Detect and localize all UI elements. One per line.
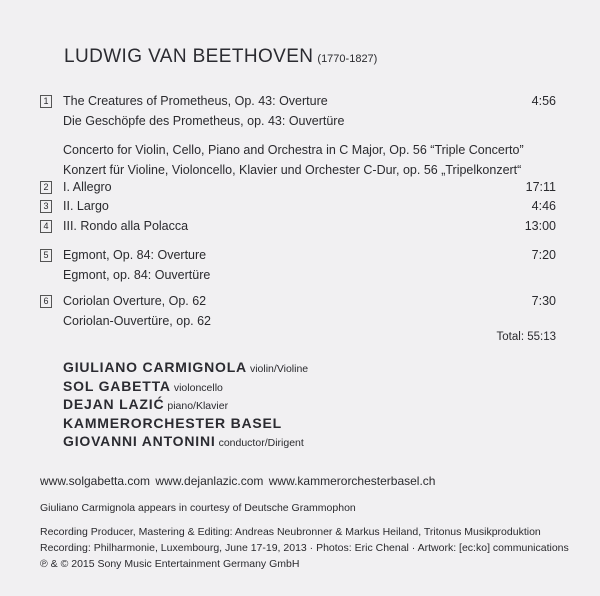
track-number: 3 [40, 200, 52, 213]
track-duration: 4:46 [531, 199, 556, 213]
composer-name: LUDWIG VAN BEETHOVEN [64, 46, 314, 67]
credits-copyright: ℗ & © 2015 Sony Music Entertainment Germany GmbH [40, 558, 300, 570]
track-1 [40, 91, 556, 131]
total-duration: Total: 55:13 [496, 331, 556, 343]
composer-dates: (1770-1827) [317, 53, 378, 65]
track-number: 4 [40, 220, 52, 233]
track-subtitle: Coriolan-Ouvertüre, op. 62 [63, 314, 211, 328]
website-links: www.solgabetta.com www.dejanlazic.com www.kammerorchesterbasel.ch [40, 474, 436, 488]
artist-role: piano/Klavier [167, 400, 229, 412]
production-credits [40, 524, 569, 572]
concerto-title-en: Concerto for Violin, Cello, Piano and Orchestra in C Major, Op. 56 “Triple Concerto” [63, 143, 524, 157]
artist-row [63, 378, 308, 397]
track-5 [40, 245, 556, 285]
track-number: 2 [40, 181, 52, 194]
track-subtitle: Egmont, op. 84: Ouvertüre [63, 268, 211, 282]
track-6 [40, 291, 556, 331]
artist-name: DEJAN LAZIĆ [63, 396, 165, 412]
artist-name: GIOVANNI ANTONINI [63, 433, 216, 449]
track-subtitle: Die Geschöpfe des Prometheus, op. 43: Ouvertüre [63, 114, 345, 128]
artist-name: KAMMERORCHESTER BASEL [63, 414, 283, 431]
track-title: III. Rondo alla Polacca [63, 219, 189, 233]
track-title: II. Largo [63, 199, 109, 213]
artist-row [63, 433, 308, 452]
track-4 [40, 216, 556, 236]
track-number: 6 [40, 295, 52, 308]
track-duration: 13:00 [524, 219, 556, 233]
track-2 [40, 177, 556, 197]
track-duration: 17:11 [525, 180, 556, 194]
artist-role: violoncello [173, 381, 223, 394]
track-duration: 4:56 [531, 94, 556, 108]
artist-row [63, 415, 308, 434]
credits-producer: Recording Producer, Mastering & Editing: Andreas Neubronner & Markus Heiland, Tritonus Musikproduktion [40, 526, 541, 538]
track-title: Egmont, Op. 84: Overture [63, 248, 207, 262]
artist-role: violin/Violine [249, 363, 309, 375]
track-number: 5 [40, 249, 52, 262]
track-duration: 7:20 [531, 248, 556, 262]
concerto-title-de: Konzert für Violine, Violoncello, Klavier und Orchester C-Dur, op. 56 „Tripelkonzert“ [63, 163, 522, 177]
track-title: Coriolan Overture, Op. 62 [63, 294, 207, 308]
concerto-heading [63, 140, 524, 180]
artist-row [63, 359, 308, 378]
artist-list [63, 359, 308, 452]
artist-role: conductor/Dirigent [218, 437, 304, 449]
artist-row [63, 396, 308, 415]
track-title: The Creatures of Prometheus, Op. 43: Overture [63, 94, 328, 108]
track-3 [40, 196, 556, 216]
track-duration: 7:30 [531, 294, 556, 308]
credits-recording: Recording: Philharmonie, Luxembourg, June 17-19, 2013 · Photos: Eric Chenal · Artwork: [ec:ko] communications [40, 542, 569, 554]
artist-name: SOL GABETTA [63, 377, 171, 394]
composer-header [64, 46, 377, 68]
courtesy-note: Giuliano Carmignola appears in courtesy of Deutsche Grammophon [40, 502, 356, 514]
track-number: 1 [40, 95, 52, 108]
track-title: I. Allegro [63, 180, 112, 194]
artist-name: GIULIANO CARMIGNOLA [63, 359, 247, 375]
